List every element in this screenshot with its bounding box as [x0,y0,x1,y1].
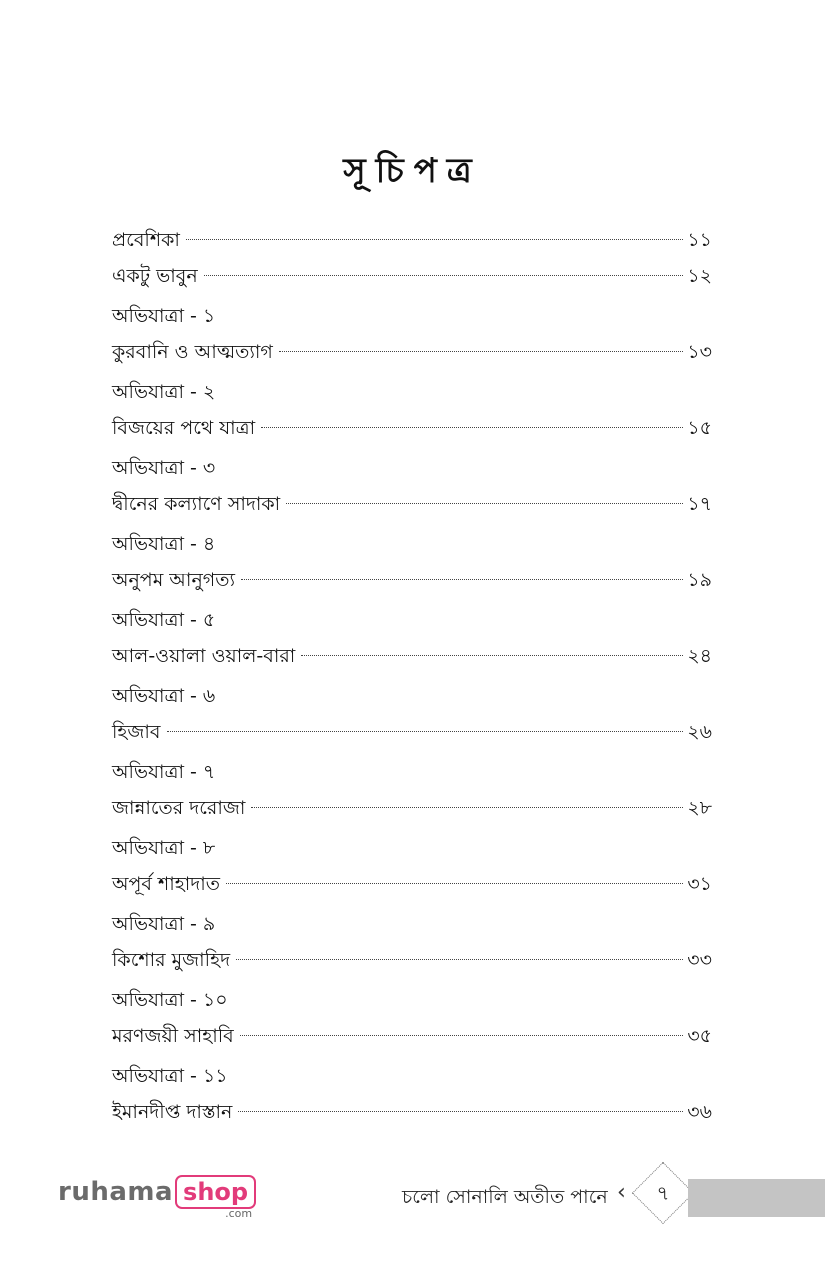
dot-leader [261,427,683,428]
toc-section-heading: অভিযাত্রা - ১১ [112,1065,228,1087]
dot-leader [226,883,683,884]
running-footer-title: চলো সোনালি অতীত পানে [402,1186,608,1208]
toc-section-heading: অভিযাত্রা - ৯ [112,913,216,935]
toc-entry-page: ২৬ [687,721,712,743]
toc-entry-label: কিশোর মুজাহিদ [112,949,231,971]
toc-entry [112,222,712,258]
publisher-logo [58,1175,256,1220]
toc-entry-label: মরণজয়ী সাহাবি [112,1025,234,1047]
toc-entry [112,942,712,978]
logo-shop-badge [175,1175,256,1220]
dot-leader [236,959,683,960]
toc-entry-page: ১৩ [687,341,712,363]
toc-entry [112,638,712,674]
toc-entry-page: ২৪ [687,645,712,667]
toc-entry-label: কুরবানি ও আত্মত্যাগ [112,341,273,363]
dot-leader [301,655,683,656]
toc-entry [112,714,712,750]
dot-leader [241,579,683,580]
toc-section-heading: অভিযাত্রা - ৮ [112,837,216,859]
toc-entry-page: ১২ [687,265,712,287]
dot-leader [240,1035,684,1036]
toc-entry-page: ৩৬ [687,1101,712,1123]
dot-leader [286,503,683,504]
chevron-left-icon: ‹ [617,1180,626,1205]
toc-entry [112,562,712,598]
toc-section-heading: অভিযাত্রা - ৪ [112,533,216,555]
page-number: ৭ [656,1181,670,1205]
toc-entry [112,258,712,294]
toc-entry-page: ২৮ [687,797,712,819]
toc-entry-page: ১১ [687,229,712,251]
toc-entry-label: অনুপম আনুগত্য [112,569,236,591]
dot-leader [251,807,683,808]
toc-entry [112,1094,712,1130]
toc-entry-label: অপূর্ব শাহাদাত [112,873,220,895]
toc-entry-label: ইমানদীপ্ত দাস্তান [112,1101,233,1123]
toc-section-heading: অভিযাত্রা - ৫ [112,609,216,631]
toc-entry-page: ১৫ [687,417,712,439]
page-title: সূচিপত্র [343,151,482,191]
toc-entry [112,866,712,902]
toc-section-heading: অভিযাত্রা - ৭ [112,761,216,783]
toc-entry [112,486,712,522]
toc-entry [112,790,712,826]
toc-section-heading: অভিযাত্রা - ১ [112,305,216,327]
toc-section-heading: অভিযাত্রা - ১০ [112,989,228,1011]
toc-section-heading: অভিযাত্রা - ২ [112,381,216,403]
logo-com-text: .com [225,1207,253,1220]
table-of-contents [112,222,712,1130]
footer-bar [688,1179,825,1217]
toc-entry-label: বিজয়ের পথে যাত্রা [112,417,256,439]
dot-leader [238,1111,683,1112]
toc-entry-page: ৩৩ [687,949,712,971]
dot-leader [186,239,683,240]
toc-entry [112,1018,712,1054]
toc-entry [112,410,712,446]
toc-entry-label: প্রবেশিকা [112,229,180,251]
toc-entry-label: আল-ওয়ালা ওয়াল-বারা [112,645,296,667]
toc-entry-page: ৩১ [687,873,712,895]
toc-entry-label: দ্বীনের কল্যাণে সাদাকা [112,493,281,515]
toc-entry-page: ৩৫ [687,1025,712,1047]
logo-ruhama-text: ruhama [58,1177,174,1207]
toc-entry-label: জান্নাতের দরোজা [112,797,246,819]
page-number-badge [633,1163,693,1223]
toc-section-heading: অভিযাত্রা - ৬ [112,685,216,707]
logo-shop-text: shop [175,1175,256,1209]
toc-entry [112,334,712,370]
toc-entry-page: ১৭ [687,493,712,515]
toc-section-heading: অভিযাত্রা - ৩ [112,457,216,479]
dot-leader [279,351,683,352]
dot-leader [204,275,684,276]
toc-entry-label: একটু ভাবুন [112,265,198,287]
toc-entry-label: হিজাব [112,721,161,743]
dot-leader [167,731,684,732]
toc-entry-page: ১৯ [687,569,712,591]
